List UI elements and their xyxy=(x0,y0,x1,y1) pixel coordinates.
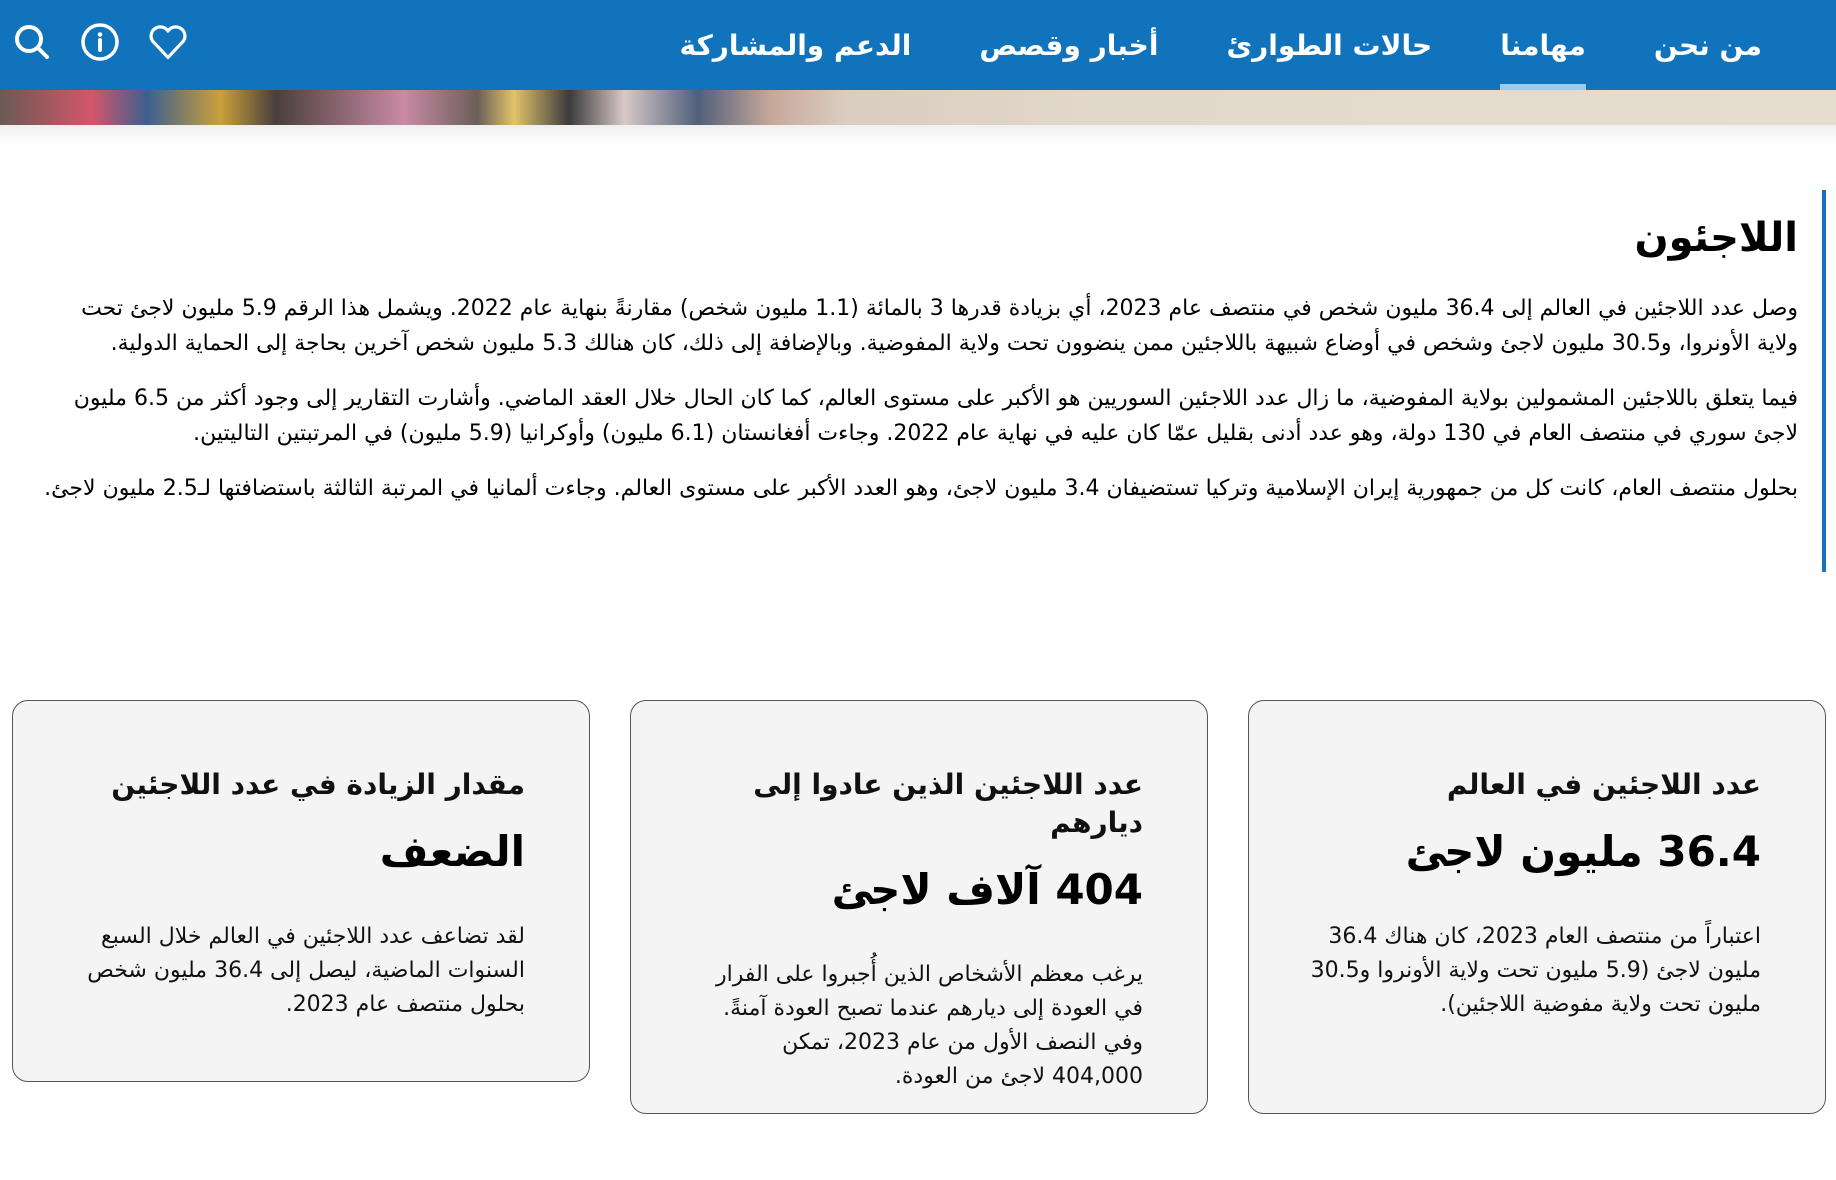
card-value: 36.4 مليون لاجئ xyxy=(1405,827,1761,876)
top-navbar xyxy=(0,0,1836,90)
nav-link-support[interactable] xyxy=(646,0,946,90)
stat-card-global-refugees xyxy=(1248,700,1826,1114)
search-icon[interactable] xyxy=(12,22,52,62)
card-value: 404 آلاف لاجئ xyxy=(831,865,1143,914)
card-label: مقدار الزيادة في عدد اللاجئين xyxy=(111,768,525,801)
nav-link-emergencies[interactable] xyxy=(1192,0,1466,90)
paragraph: بحلول منتصف العام، كانت كل من جمهورية إيران الإسلامية وتركيا تستضيفان 3.4 مليون لاجئ، وهو العدد الأكبر على مستوى العالم. وجاءت ألمانيا في المرتبة الثالثة باستضافتها لـ2.5 مليون لاجئ. xyxy=(44,476,1798,501)
nav-link-our-work[interactable] xyxy=(1466,0,1620,90)
nav-link-news-stories[interactable] xyxy=(945,0,1192,90)
card-description: اعتباراً من منتصف العام 2023، كان هناك 36.4 مليون لاجئ (5.9 مليون تحت ولاية الأونروا و30.5 مليون تحت ولاية مفوضية اللاجئين). xyxy=(1310,924,1761,1017)
card-description: يرغب معظم الأشخاص الذين أُجبروا على الفرار في العودة إلى ديارهم عندما تصبح العودة آمنةً. وفي النصف الأول من عام 2023، تمكن 404,000 لاجئ من العودة. xyxy=(715,962,1143,1089)
nav-link-label: أخبار وقصص xyxy=(979,28,1159,62)
paragraph: وصل عدد اللاجئين في العالم إلى 36.4 مليون شخص في منتصف عام 2023، أي بزيادة قدرها 3 بالمائة (1.1 مليون شخص) مقارنةً بنهاية عام 2022. ويشمل هذا الرقم 5.9 مليون لاجئ تحت ولاية الأونروا، و30.5 مليون لاجئ وشخص في أوضاع شبيهة باللاجئين ممن ينضوون تحت ولاية المفوضية. وبالإضافة إلى ذلك، كان هنالك 5.3 مليون شخص آخرين بحاجة إلى الحماية الدولية. xyxy=(81,296,1798,356)
info-icon[interactable] xyxy=(80,22,120,62)
nav-link-about-us[interactable] xyxy=(1620,0,1796,90)
refugees-section xyxy=(36,190,1826,572)
card-label: عدد اللاجئين في العالم xyxy=(1446,768,1761,801)
heart-icon[interactable] xyxy=(148,22,188,62)
card-value: الضعف xyxy=(379,827,525,876)
nav-icon-group xyxy=(12,22,188,62)
section-title: اللاجئون xyxy=(1634,215,1798,261)
stat-cards xyxy=(12,700,1826,1120)
hero-fade xyxy=(0,125,1836,145)
nav-link-label: من نحن xyxy=(1653,28,1762,62)
nav-link-label: حالات الطوارئ xyxy=(1226,28,1433,62)
stat-card-increase xyxy=(12,700,590,1082)
hero-image-strip xyxy=(0,90,1836,125)
card-description: لقد تضاعف عدد اللاجئين في العالم خلال السبع السنوات الماضية، ليصل إلى 36.4 مليون شخص بحلول منتصف عام 2023. xyxy=(87,924,525,1017)
paragraph: فيما يتعلق باللاجئين المشمولين بولاية المفوضية، ما زال عدد اللاجئين السوريين هو الأكبر على مستوى العالم، كما كان الحال خلال العقد الماضي. وأشارت التقارير إلى وجود أكثر من 6.5 مليون لاجئ سوري في منتصف العام في 130 دولة، وهو عدد أدنى بقليل عمّا كان عليه في نهاية عام 2022. وجاءت أفغانستان (6.1 مليون) وأوكرانيا (5.9 مليون) في المرتبتين التاليتين. xyxy=(73,386,1798,446)
stat-card-returned-refugees xyxy=(630,700,1208,1114)
nav-link-label: مهامنا xyxy=(1500,28,1586,62)
main-nav xyxy=(646,0,1796,90)
card-label: عدد اللاجئين الذين عادوا إلى ديارهم xyxy=(753,768,1143,839)
nav-link-label: الدعم والمشاركة xyxy=(679,28,912,62)
